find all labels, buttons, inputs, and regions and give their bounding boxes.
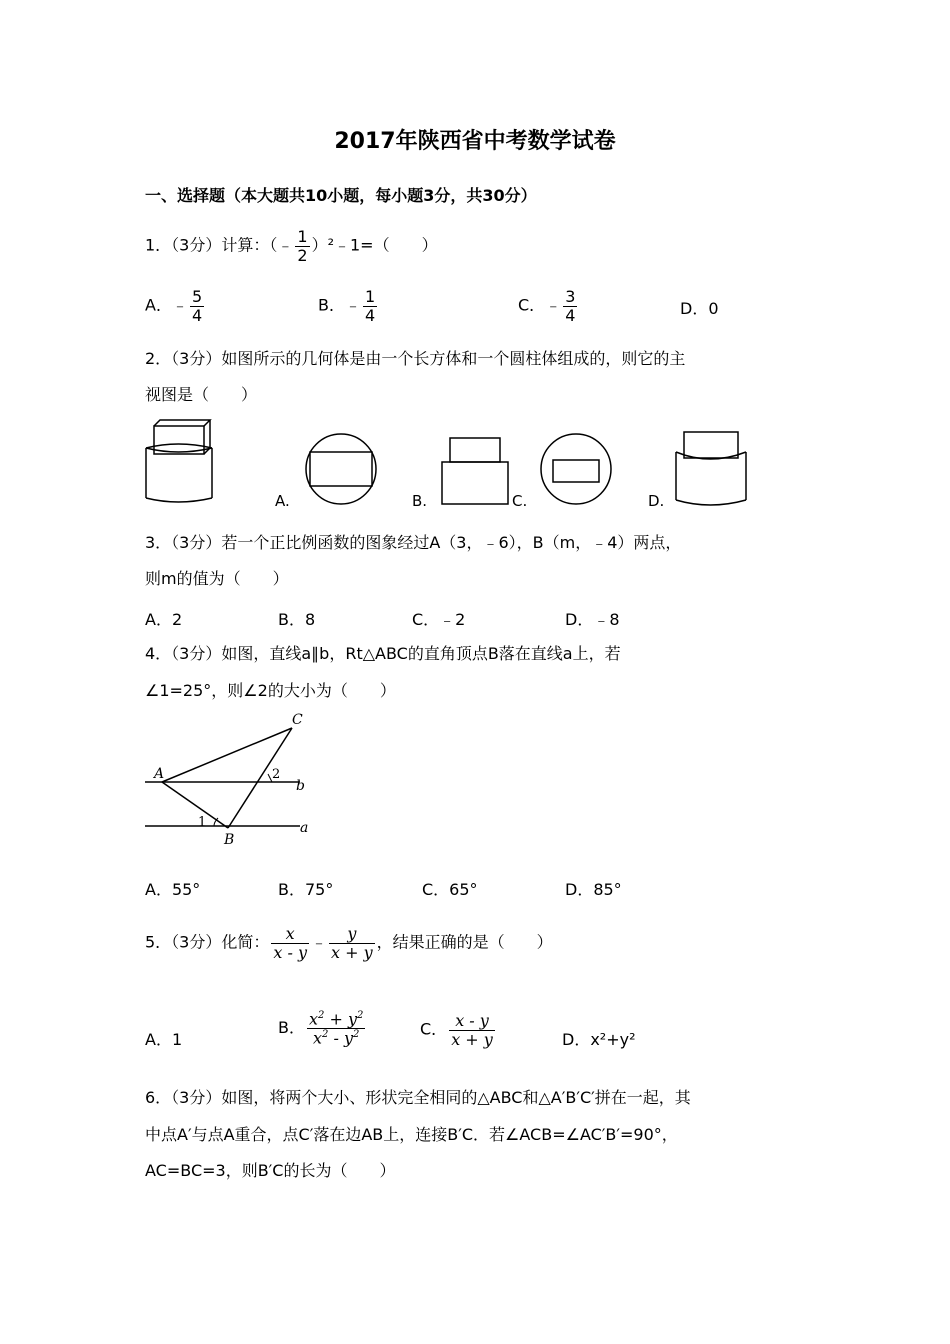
q4-label-two: 2 bbox=[272, 767, 281, 782]
q2-option-a-label[interactable]: A. bbox=[275, 492, 290, 510]
q2-option-d-label[interactable]: D. bbox=[648, 492, 665, 510]
question-2-line1: 2．（3分）如图所示的几何体是由一个长方体和一个圆柱体组成的，则它的主 bbox=[145, 349, 686, 368]
q1-fraction: $\frac{1}{2}$ bbox=[297, 227, 308, 265]
q4-option-b[interactable]: B．75° bbox=[278, 880, 334, 899]
question-2-line2: 视图是（ ） bbox=[145, 385, 258, 404]
question-4-line2: ∠1=25°，则∠2的大小为（ ） bbox=[145, 681, 396, 700]
q1-option-c[interactable]: C．﹣ $\frac{3}{4}$ bbox=[518, 287, 576, 325]
q1-option-a[interactable]: A．﹣ $\frac{5}{4}$ bbox=[145, 287, 203, 325]
question-3-line2: 则m的值为（ ） bbox=[145, 569, 289, 588]
q5-option-a[interactable]: A．1 bbox=[145, 1030, 183, 1049]
q4-option-a[interactable]: A．55° bbox=[145, 880, 201, 899]
question-6-line2: 中点A′与点A重合，点C′落在边AB上，连接B′C．若∠ACB=∠AC′B′=90°， bbox=[145, 1125, 678, 1144]
q4-option-d[interactable]: D．85° bbox=[565, 880, 622, 899]
q5-option-b-fraction: $\frac{x^2 + y^2}{x^2 - y^2}$ bbox=[308, 1009, 364, 1048]
question-3-line1: 3．（3分）若一个正比例函数的图象经过A（3，﹣6），B（m，﹣4）两点， bbox=[145, 533, 682, 552]
question-6-line1: 6．（3分）如图，将两个大小、形状完全相同的△ABC和△A′B′C′拼在一起，其 bbox=[145, 1088, 691, 1107]
q2-option-d-figure[interactable] bbox=[672, 430, 750, 506]
q1-option-b[interactable]: B．﹣ $\frac{1}{4}$ bbox=[318, 287, 376, 325]
q5-fraction-2: $\frac{y}{x + y}$ bbox=[331, 924, 373, 962]
q4-label-one: 1 bbox=[198, 815, 207, 830]
q3-option-a[interactable]: A．2 bbox=[145, 610, 183, 629]
q3-option-b[interactable]: B．8 bbox=[278, 610, 316, 629]
q2-option-a-figure[interactable] bbox=[303, 432, 383, 508]
q5-option-b[interactable]: B． $\frac{x^2 + y^2}{x^2 - y^2}$ bbox=[278, 1009, 364, 1048]
section-heading: 一、选择题（本大题共10小题，每小题3分，共30分） bbox=[145, 186, 537, 205]
q3-option-d[interactable]: D．﹣8 bbox=[565, 610, 620, 629]
q4-option-c[interactable]: C．65° bbox=[422, 880, 478, 899]
q5-option-c-fraction: $\frac{x - y}{x + y}$ bbox=[451, 1011, 493, 1049]
q2-option-b-label[interactable]: B. bbox=[412, 492, 428, 510]
q1-option-d[interactable]: D．0 bbox=[680, 299, 719, 318]
q2-option-c-figure[interactable] bbox=[539, 432, 615, 508]
q1-suffix: ）²﹣1=（ ） bbox=[311, 235, 438, 255]
q4-label-c: C bbox=[292, 712, 303, 728]
q1-prefix: 1．（3分）计算：（﹣ bbox=[145, 235, 294, 255]
q3-option-c[interactable]: C．﹣2 bbox=[412, 610, 466, 629]
q5-fraction-1: $\frac{x}{x - y}$ bbox=[273, 924, 308, 962]
question-4-line1: 4．（3分）如图，直线a∥b，Rt△ABC的直角顶点B落在直线a上，若 bbox=[145, 644, 621, 663]
question-5: 5．（3分）化简： $\frac{x}{x - y}$ ﹣ $\frac{y}{x + y}$ ，结果正确的是（ ） bbox=[145, 924, 553, 962]
q5-option-d[interactable]: D．x²+y² bbox=[562, 1030, 636, 1049]
q5-option-c[interactable]: C． $\frac{x - y}{x + y}$ bbox=[420, 1011, 493, 1049]
q4-label-a-point: A bbox=[154, 766, 165, 782]
q4-label-b-line: b bbox=[296, 778, 305, 794]
question-1 bbox=[145, 228, 438, 264]
q4-triangle-figure bbox=[140, 708, 330, 858]
q2-option-c-label[interactable]: C. bbox=[512, 492, 528, 510]
question-6-line3: AC=BC=3，则B′C的长为（ ） bbox=[145, 1161, 396, 1180]
page-title: 2017年陕西省中考数学试卷 bbox=[334, 129, 616, 154]
q4-label-a-line: a bbox=[300, 820, 309, 836]
q4-label-b-point: B bbox=[224, 832, 235, 848]
q2-solid-figure bbox=[140, 418, 220, 504]
q2-option-b-figure[interactable] bbox=[440, 436, 512, 506]
